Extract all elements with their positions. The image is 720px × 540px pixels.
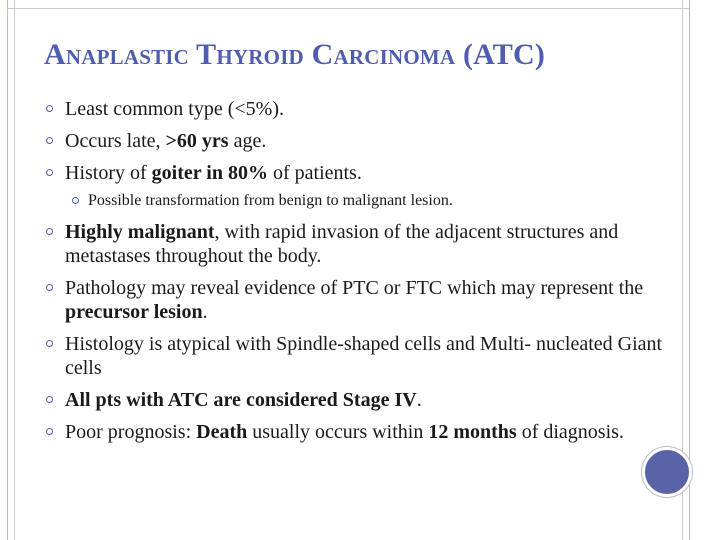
bullet-text: History of [65,162,152,184]
sub-bullet-item [70,191,664,211]
bullet-circle-icon [72,197,79,204]
bullet-item [44,332,664,380]
bullet-item [44,276,664,324]
bullet-text: of patients. [267,162,362,184]
bullet-circle-icon [46,169,53,176]
bullet-text-bold: >60 yrs [165,130,229,152]
bullet-text: age. [228,130,267,152]
bullet-text-bold: All pts with ATC are considered Stage IV [65,389,417,411]
bullet-circle-icon [46,340,53,347]
bullet-text-bold: 12 months [428,421,517,443]
slide-title: Anaplastic Thyroid Carcinoma (ATC) [44,38,546,71]
bullet-item [44,97,664,121]
bullet-item [44,420,664,444]
bullet-circle-icon [46,396,53,403]
bullet-circle-icon [46,428,53,435]
bullet-text: . [416,389,422,411]
bullet-item [44,161,664,185]
bullet-text-bold: Death [196,421,248,443]
bullet-circle-icon [46,105,53,112]
bullet-text: Pathology may reveal evidence of PTC or FTC which may represent the [65,277,644,299]
bullet-text: Histology is atypical with Spindle-shaped cells and Multi- nucleated Giant cells [65,333,663,379]
bullet-item [44,388,664,412]
bullet-text: Least common type (<5%). [65,98,284,120]
bullet-item [44,129,664,153]
bullet-circle-icon [46,284,53,291]
bullet-text-bold: goiter in 80% [151,162,268,184]
bullet-text: . [202,301,208,323]
bullet-text: Possible transformation from benign to malignant lesion. [88,192,453,209]
decorative-circle [642,447,692,497]
bullet-text: , with rapid invasion of the adjacent structures and metastases throughout the body. [65,221,619,267]
bullet-list [44,97,664,452]
bullet-text: Poor prognosis: [65,421,197,443]
bullet-circle-icon [46,228,53,235]
bullet-text: of diagnosis. [516,421,624,443]
bullet-text: Occurs late, [65,130,166,152]
bullet-item [44,220,664,268]
slide-top-rule [7,8,690,9]
bullet-text-bold: precursor lesion [65,301,203,323]
bullet-text-bold: Highly malignant [65,221,215,243]
bullet-text: usually occurs within [247,421,429,443]
bullet-circle-icon [46,137,53,144]
